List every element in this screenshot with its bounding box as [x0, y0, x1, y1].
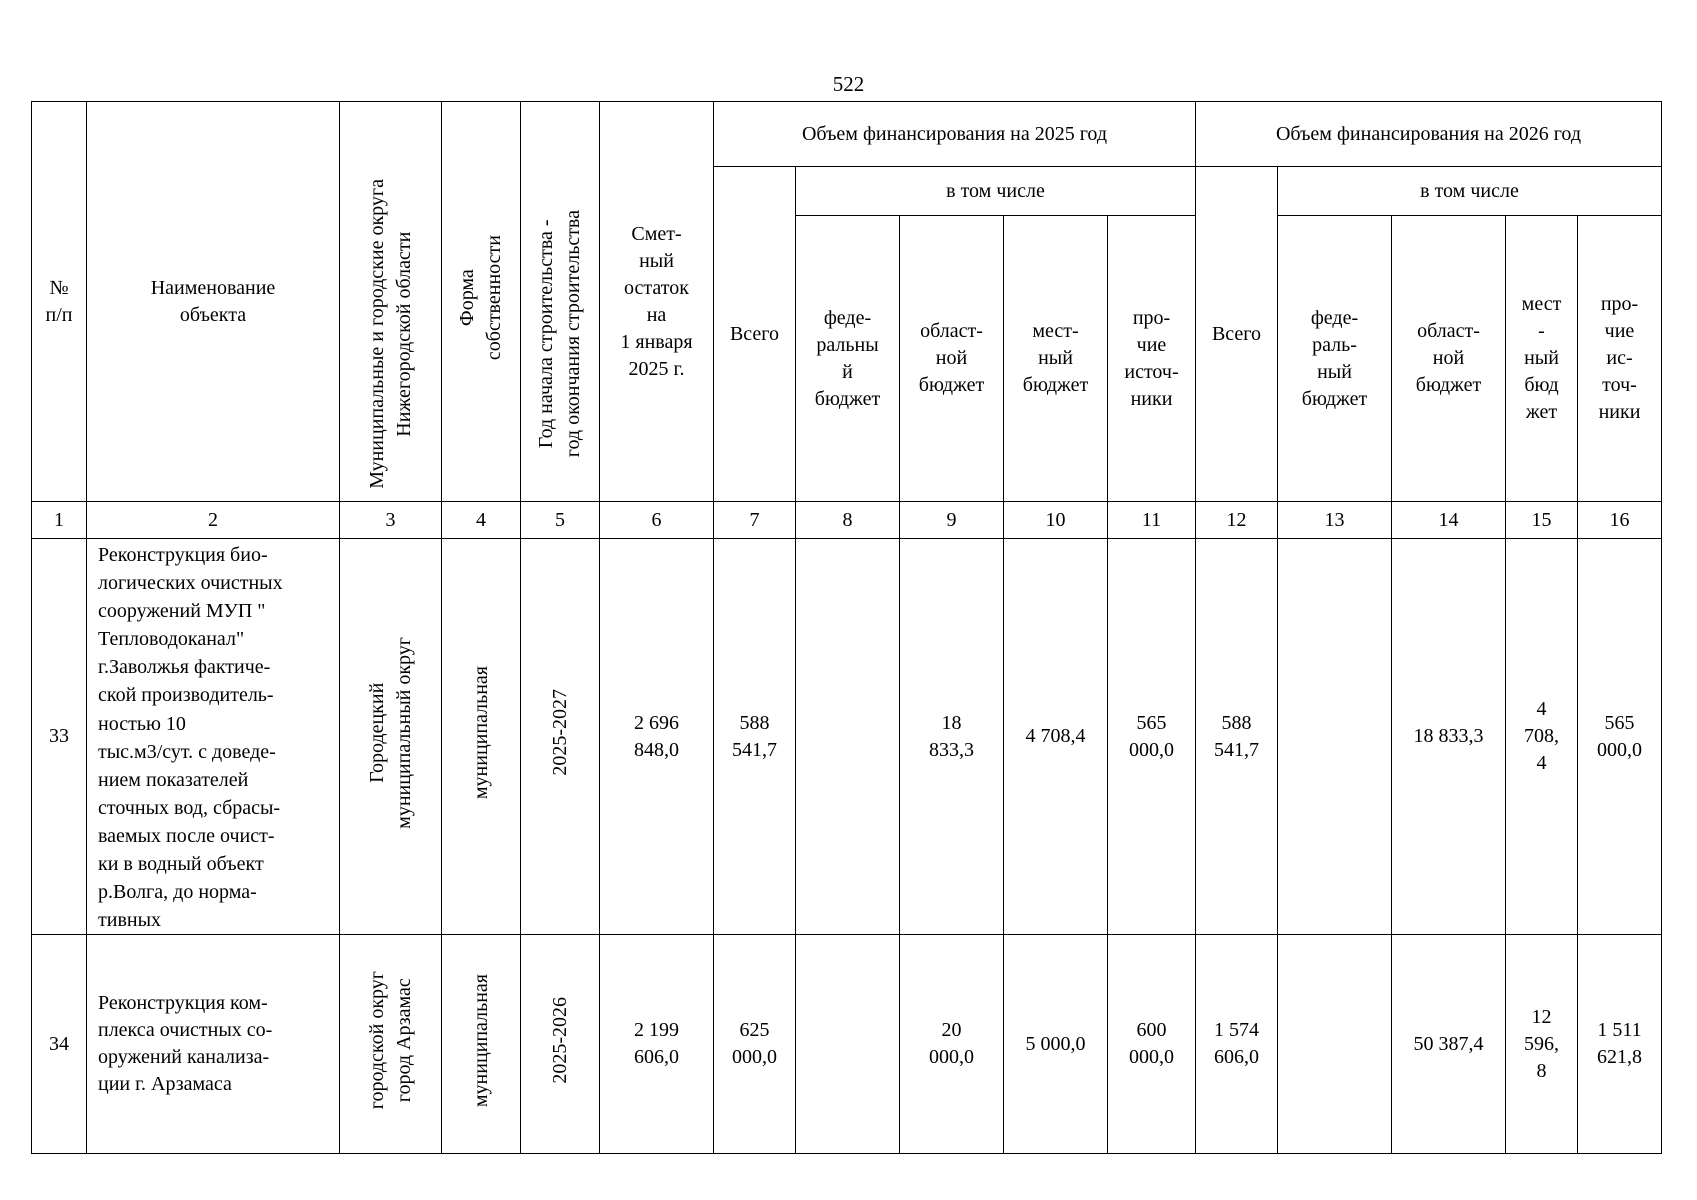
regional-2026-cell: 50 387,4 [1392, 935, 1506, 1154]
years-text: 2025-2027 [548, 689, 571, 776]
row-num: 34 [32, 935, 87, 1154]
other-2025-cell: 565 000,0 [1108, 539, 1196, 935]
ownership-text: муниципальная [469, 973, 492, 1107]
years-cell [521, 935, 600, 1154]
balance-cell: 2 696 848,0 [600, 539, 714, 935]
total-2025-cell: 625 000,0 [714, 935, 796, 1154]
total-2026-cell: 588 541,7 [1196, 539, 1278, 935]
header-total-2026: Всего [1196, 167, 1278, 502]
other-2025-cell: 600 000,0 [1108, 935, 1196, 1154]
local-2025-cell: 4 708,4 [1004, 539, 1108, 935]
header-local-2025: мест- ный бюджет [1004, 216, 1108, 502]
page-number: 522 [832, 72, 865, 96]
municipality-text: городской округ город Арзамас [365, 971, 415, 1110]
header-including-2026: в том числе [1278, 167, 1662, 216]
header-row-1 [32, 102, 1662, 167]
other-2026-cell: 1 511 621,8 [1578, 935, 1662, 1154]
header-federal-2025: феде- ральны й бюджет [796, 216, 900, 502]
regional-2025-cell: 20 000,0 [900, 935, 1004, 1154]
header-fin-2026: Объем финансирования на 2026 год [1196, 102, 1662, 167]
header-other-2026: про- чие ис- точ- ники [1578, 216, 1662, 502]
column-number: 11 [1108, 502, 1196, 539]
header-municipality-text: Муниципальные и городские округа Нижегородской области [365, 179, 415, 489]
table-row [32, 539, 1662, 935]
local-2026-cell: 12 596, 8 [1506, 935, 1578, 1154]
municipality-text: Городецкий муниципальный округ [365, 636, 415, 829]
municipality-cell [340, 935, 442, 1154]
column-number: 1 [32, 502, 87, 539]
local-2025-cell: 5 000,0 [1004, 935, 1108, 1154]
ownership-text: муниципальная [469, 666, 492, 800]
column-number: 8 [796, 502, 900, 539]
total-2026-cell: 1 574 606,0 [1196, 935, 1278, 1154]
header-municipality [340, 102, 442, 502]
row-num: 33 [32, 539, 87, 935]
total-2025-cell: 588 541,7 [714, 539, 796, 935]
column-number: 16 [1578, 502, 1662, 539]
header-fin-2025: Объем финансирования на 2025 год [714, 102, 1196, 167]
balance-cell: 2 199 606,0 [600, 935, 714, 1154]
column-number: 10 [1004, 502, 1108, 539]
column-number: 3 [340, 502, 442, 539]
regional-2026-cell: 18 833,3 [1392, 539, 1506, 935]
header-local-2026: мест - ный бюд жет [1506, 216, 1578, 502]
years-text: 2025-2026 [548, 996, 571, 1084]
header-including-2025: в том числе [796, 167, 1196, 216]
header-years-text: Год начала строительства - год окончания строительства [535, 209, 584, 457]
column-number-row [32, 502, 1662, 539]
object-name: Реконструкция био- логических очистных сооружений МУП " Тепловодоканал" г.Заволжья фактиче- ской производитель- ностью 10 тыс.м3/сут. с доведе- нием показателей сточных вод, сбрасы- ваемых после очист- ки в водный объект р.Волга, до норма- тивных [87, 539, 340, 935]
years-cell [521, 539, 600, 935]
municipality-cell [340, 539, 442, 935]
column-number: 12 [1196, 502, 1278, 539]
header-num: № п/п [32, 102, 87, 502]
header-federal-2026: феде- раль- ный бюджет [1278, 216, 1392, 502]
other-2026-cell: 565 000,0 [1578, 539, 1662, 935]
federal-2025-cell [796, 935, 900, 1154]
header-other-2025: про- чие источ- ники [1108, 216, 1196, 502]
column-number: 4 [442, 502, 521, 539]
ownership-cell [442, 539, 521, 935]
column-number: 5 [521, 502, 600, 539]
financing-table [31, 101, 1662, 1154]
column-number: 13 [1278, 502, 1392, 539]
column-number: 9 [900, 502, 1004, 539]
header-ownership [442, 102, 521, 502]
header-regional-2026: област- ной бюджет [1392, 216, 1506, 502]
table-row [32, 935, 1662, 1154]
ownership-cell [442, 935, 521, 1154]
object-name: Реконструкция ком- плекса очистных со- оружений канализа- ции г. Арзамаса [87, 935, 340, 1154]
header-name: Наименование объекта [87, 102, 340, 502]
column-number: 15 [1506, 502, 1578, 539]
federal-2025-cell [796, 539, 900, 935]
column-number: 14 [1392, 502, 1506, 539]
federal-2026-cell [1278, 935, 1392, 1154]
column-number: 7 [714, 502, 796, 539]
regional-2025-cell: 18 833,3 [900, 539, 1004, 935]
header-total-2025: Всего [714, 167, 796, 502]
header-ownership-text: Форма собственности [456, 234, 505, 361]
federal-2026-cell [1278, 539, 1392, 935]
local-2026-cell: 4 708, 4 [1506, 539, 1578, 935]
header-years [521, 102, 600, 502]
column-number: 2 [87, 502, 340, 539]
header-regional-2025: област- ной бюджет [900, 216, 1004, 502]
column-number: 6 [600, 502, 714, 539]
header-balance: Смет- ный остаток на 1 января 2025 г. [600, 102, 714, 502]
